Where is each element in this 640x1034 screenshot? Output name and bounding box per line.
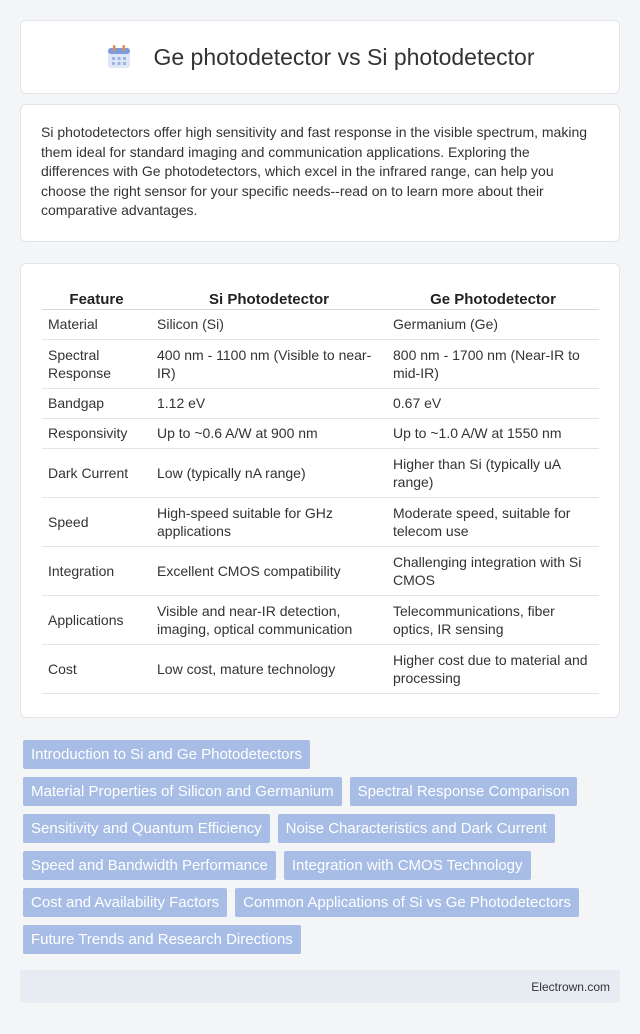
footer <box>20 970 620 1003</box>
feature-cell: Integration <box>42 546 151 595</box>
table-row <box>42 448 599 497</box>
tag-noise-dark-current[interactable]: Noise Characteristics and Dark Current <box>278 814 555 843</box>
ge-cell: Higher than Si (typically uA range) <box>387 448 599 497</box>
si-cell: 1.12 eV <box>151 388 387 418</box>
feature-cell: Speed <box>42 497 151 546</box>
header-feature: Feature <box>42 282 151 309</box>
ge-cell: Higher cost due to material and processing <box>387 644 599 693</box>
ge-cell: Germanium (Ge) <box>387 309 599 339</box>
tag-common-applications[interactable]: Common Applications of Si vs Ge Photodetectors <box>235 888 579 917</box>
header-si: Si Photodetector <box>151 282 387 309</box>
table-row <box>42 546 599 595</box>
feature-cell: Cost <box>42 644 151 693</box>
ge-cell: Challenging integration with Si CMOS <box>387 546 599 595</box>
si-cell: Up to ~0.6 A/W at 900 nm <box>151 418 387 448</box>
feature-cell: Material <box>42 309 151 339</box>
si-cell: Visible and near-IR detection, imaging, optical communication <box>151 595 387 644</box>
si-cell: Low (typically nA range) <box>151 448 387 497</box>
table-header-row <box>42 282 599 309</box>
tag-introduction[interactable]: Introduction to Si and Ge Photodetectors <box>23 740 310 769</box>
header-ge: Ge Photodetector <box>387 282 599 309</box>
si-cell: High-speed suitable for GHz applications <box>151 497 387 546</box>
feature-cell: Applications <box>42 595 151 644</box>
ge-cell: 800 nm - 1700 nm (Near-IR to mid-IR) <box>387 339 599 388</box>
intro-card <box>20 104 620 242</box>
ge-cell: Up to ~1.0 A/W at 1550 nm <box>387 418 599 448</box>
tag-future-trends[interactable]: Future Trends and Research Directions <box>23 925 301 954</box>
intro-paragraph: Si photodetectors offer high sensitivity and fast response in the visible spectrum, making them ideal for standard imaging and communication applications. Exploring the differences with Ge photodetectors, which excel in the infrared range, can help you choose the right sensor for your specific needs--read on to learn more about their comparative advantages. <box>41 124 588 218</box>
ge-cell: Telecommunications, fiber optics, IR sensing <box>387 595 599 644</box>
topic-tags <box>23 740 620 954</box>
comparison-table <box>42 282 599 694</box>
table-row <box>42 309 599 339</box>
ge-cell: 0.67 eV <box>387 388 599 418</box>
tag-speed-bandwidth[interactable]: Speed and Bandwidth Performance <box>23 851 276 880</box>
page-title: Ge photodetector vs Si photodetector <box>153 43 535 70</box>
table-row <box>42 418 599 448</box>
tag-material-properties[interactable]: Material Properties of Silicon and Germanium <box>23 777 342 806</box>
tag-cmos-integration[interactable]: Integration with CMOS Technology <box>284 851 531 880</box>
feature-cell: Bandgap <box>42 388 151 418</box>
footer-site[interactable]: Electrown.com <box>531 979 610 994</box>
tag-cost-availability[interactable]: Cost and Availability Factors <box>23 888 227 917</box>
calendar-icon <box>105 43 133 71</box>
comparison-card <box>20 263 620 718</box>
title-card <box>20 20 620 94</box>
tag-spectral-response[interactable]: Spectral Response Comparison <box>350 777 578 806</box>
si-cell: Silicon (Si) <box>151 309 387 339</box>
table-row <box>42 388 599 418</box>
table-row <box>42 644 599 693</box>
feature-cell: Dark Current <box>42 448 151 497</box>
tag-sensitivity[interactable]: Sensitivity and Quantum Efficiency <box>23 814 270 843</box>
si-cell: 400 nm - 1100 nm (Visible to near-IR) <box>151 339 387 388</box>
table-row <box>42 595 599 644</box>
ge-cell: Moderate speed, suitable for telecom use <box>387 497 599 546</box>
table-row <box>42 339 599 388</box>
table-row <box>42 497 599 546</box>
si-cell: Low cost, mature technology <box>151 644 387 693</box>
si-cell: Excellent CMOS compatibility <box>151 546 387 595</box>
feature-cell: Spectral Response <box>42 339 151 388</box>
feature-cell: Responsivity <box>42 418 151 448</box>
